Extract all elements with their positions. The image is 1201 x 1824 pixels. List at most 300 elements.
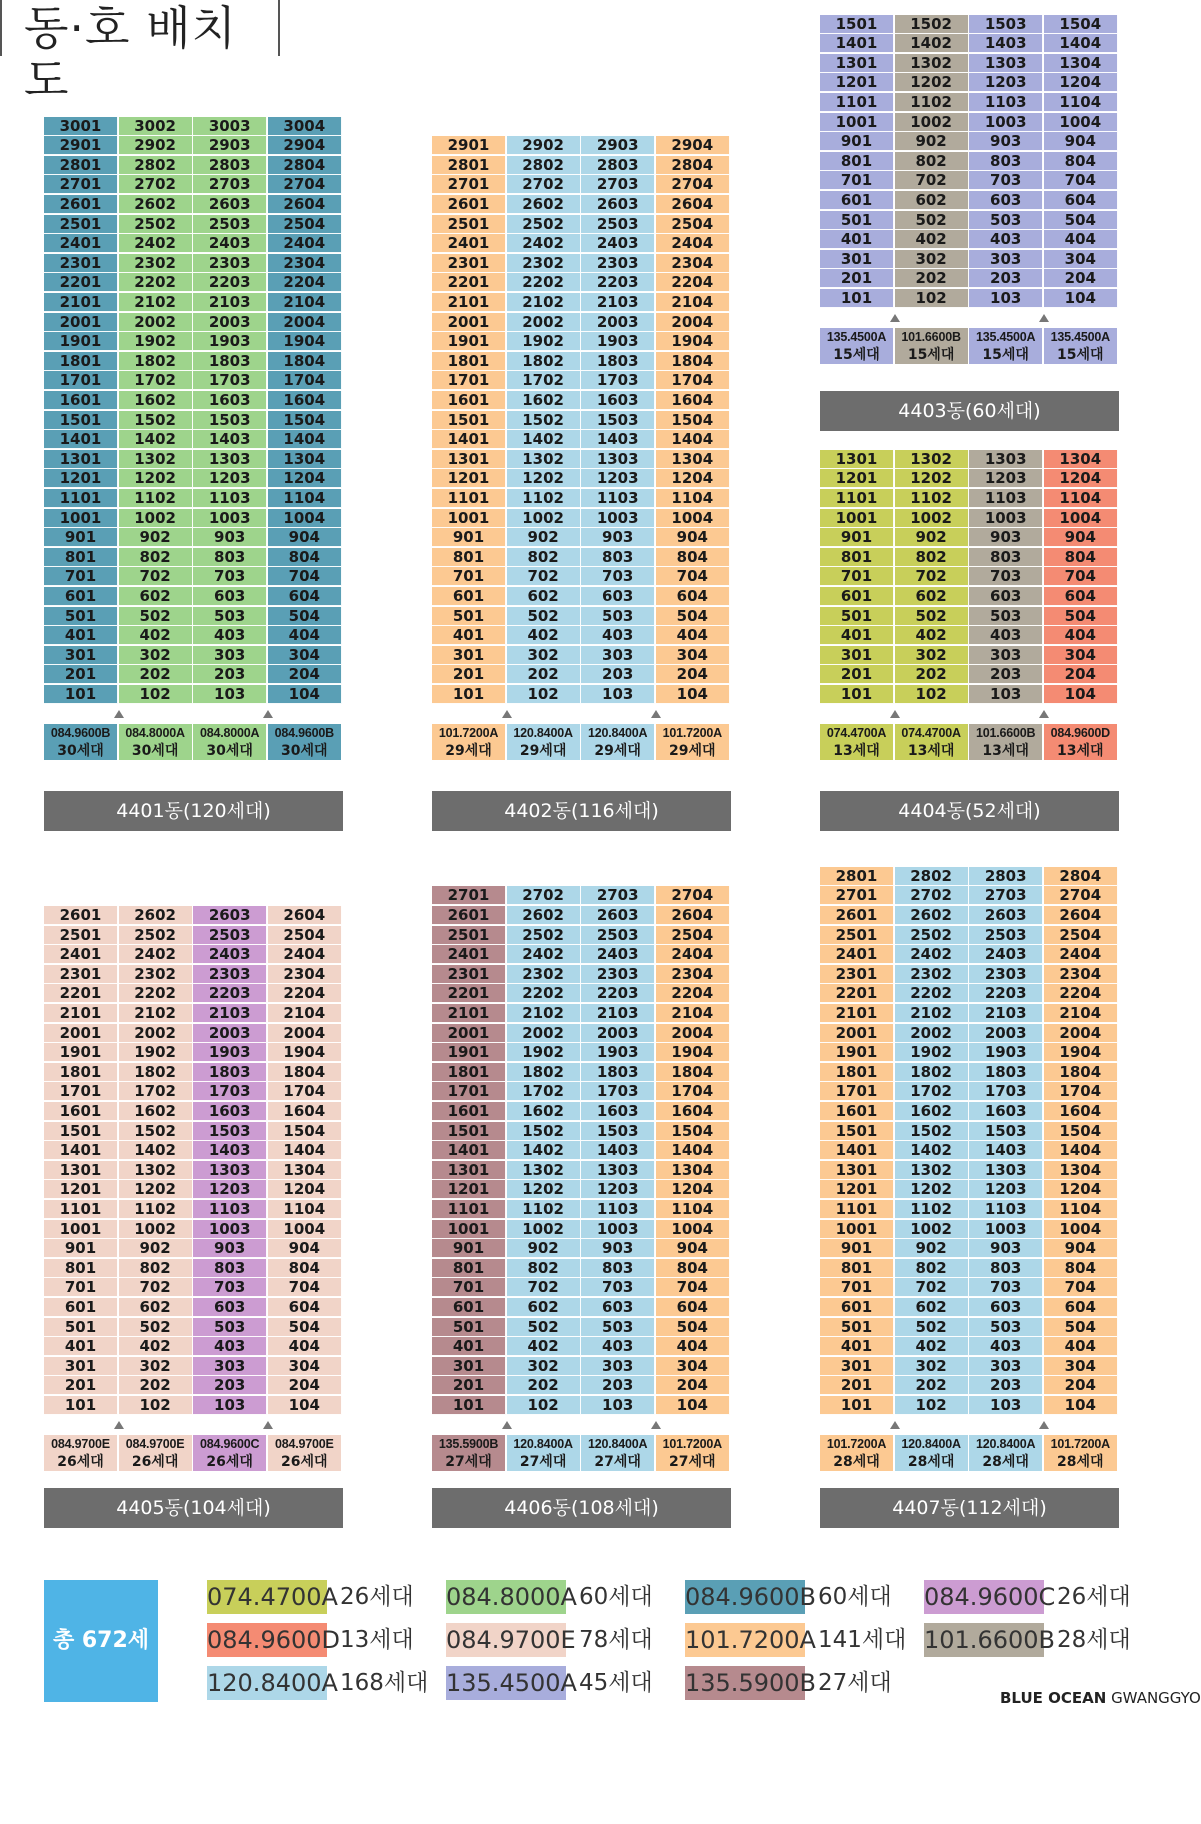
unit-cell: 2104: [656, 293, 730, 312]
legend-type-swatch: 120.8400A: [207, 1666, 327, 1700]
entrance-marker-icon: [890, 1421, 900, 1429]
unit-cell: 302: [507, 646, 581, 665]
unit-cell: 701: [820, 1278, 894, 1297]
unit-cell: 2501: [44, 926, 118, 945]
unit-cell: 503: [581, 607, 655, 626]
unit-cell: 702: [507, 567, 581, 586]
unit-cell: 1504: [1044, 15, 1118, 34]
unit-cell: 903: [581, 1239, 655, 1258]
unit-cell: 804: [1044, 1259, 1118, 1278]
unit-cell: 101: [44, 1396, 118, 1415]
unit-cell: 604: [268, 1298, 342, 1317]
unit-cell: 202: [119, 665, 193, 684]
unit-cell: 303: [969, 1357, 1043, 1376]
unit-cell: 1302: [895, 1161, 969, 1180]
unit-type-label: 101.7200A: [656, 1435, 730, 1453]
unit-cell: 104: [268, 1396, 342, 1415]
unit-cell: 1402: [119, 1141, 193, 1160]
unit-cell: 902: [119, 1239, 193, 1258]
unit-cell: 1203: [193, 469, 267, 488]
unit-cell: 1003: [581, 509, 655, 528]
unit-cell: 2604: [656, 906, 730, 925]
unit-cell: 1704: [656, 1082, 730, 1101]
unit-cell: 1703: [581, 371, 655, 390]
unit-cell: 1101: [820, 489, 894, 508]
unit-cell: 2102: [507, 293, 581, 312]
household-count-label: 30세대: [268, 742, 342, 760]
unit-cell: 1402: [895, 34, 969, 53]
unit-cell: 1102: [895, 489, 969, 508]
unit-cell: 2603: [969, 906, 1043, 925]
unit-cell: 2301: [44, 254, 118, 273]
unit-cell: 1402: [119, 430, 193, 449]
household-count-label: 13세대: [969, 742, 1043, 760]
unit-cell: 902: [895, 528, 969, 547]
unit-cell: 3002: [119, 117, 193, 136]
unit-cell: 204: [1044, 1376, 1118, 1395]
unit-cell: 801: [44, 1259, 118, 1278]
legend-type-swatch: 084.9700E: [446, 1623, 566, 1657]
unit-cell: 602: [895, 587, 969, 606]
unit-cell: 401: [820, 626, 894, 645]
unit-cell: 102: [895, 289, 969, 308]
unit-cell: 502: [895, 607, 969, 626]
unit-cell: 302: [507, 1357, 581, 1376]
unit-cell: 402: [507, 1337, 581, 1356]
unit-cell: 2004: [1044, 1024, 1118, 1043]
unit-cell: 401: [820, 1337, 894, 1356]
unit-cell: 1601: [44, 1102, 118, 1121]
unit-cell: 1901: [820, 1043, 894, 1062]
unit-cell: 2304: [268, 254, 342, 273]
unit-cell: 2303: [969, 965, 1043, 984]
unit-cell: 302: [895, 646, 969, 665]
unit-cell: 1504: [268, 411, 342, 430]
unit-cell: 303: [581, 646, 655, 665]
brand-logo: [1000, 1689, 1201, 1707]
unit-cell: 2502: [507, 926, 581, 945]
unit-cell: 201: [820, 665, 894, 684]
unit-cell: 103: [581, 1396, 655, 1415]
unit-cell: 903: [969, 528, 1043, 547]
unit-cell: 1803: [193, 352, 267, 371]
building-name-label: 4406동(108세대): [432, 1488, 731, 1528]
unit-cell: 102: [119, 1396, 193, 1415]
unit-cell: 2001: [432, 313, 506, 332]
unit-cell: 1004: [656, 509, 730, 528]
unit-cell: 1101: [44, 1200, 118, 1219]
unit-cell: 803: [193, 548, 267, 567]
unit-cell: 203: [969, 1376, 1043, 1395]
unit-cell: 102: [895, 685, 969, 704]
unit-cell: 1204: [1044, 1180, 1118, 1199]
unit-cell: 2001: [820, 1024, 894, 1043]
unit-cell: 1302: [507, 450, 581, 469]
unit-cell: 803: [581, 548, 655, 567]
building-name-label: 4401동(120세대): [44, 791, 343, 831]
unit-cell: 703: [969, 171, 1043, 190]
unit-cell: 1604: [656, 1102, 730, 1121]
household-count-label: 26세대: [44, 1453, 118, 1471]
unit-cell: 2502: [895, 926, 969, 945]
unit-cell: 1601: [820, 1102, 894, 1121]
unit-type-label: 135.5900B: [432, 1435, 506, 1453]
unit-cell: 204: [268, 1376, 342, 1395]
unit-cell: 2703: [581, 175, 655, 194]
unit-cell: 2404: [268, 945, 342, 964]
legend-count: 28세대: [1057, 1627, 1131, 1653]
unit-cell: 1201: [432, 1180, 506, 1199]
unit-cell: 2602: [507, 195, 581, 214]
unit-cell: 2103: [969, 1004, 1043, 1023]
unit-cell: 2601: [432, 195, 506, 214]
unit-cell: 202: [895, 665, 969, 684]
unit-cell: 1003: [193, 509, 267, 528]
unit-cell: 403: [193, 626, 267, 645]
entrance-marker-icon: [263, 710, 273, 718]
unit-cell: 2502: [119, 215, 193, 234]
unit-type-label: 074.4700A: [895, 724, 969, 742]
unit-cell: 402: [895, 1337, 969, 1356]
unit-cell: 2302: [507, 965, 581, 984]
unit-type-label: 120.8400A: [581, 1435, 655, 1453]
unit-cell: 1301: [44, 450, 118, 469]
unit-cell: 1801: [432, 1063, 506, 1082]
unit-cell: 1901: [432, 1043, 506, 1062]
unit-cell: 2702: [895, 886, 969, 905]
unit-cell: 1103: [581, 489, 655, 508]
unit-cell: 102: [119, 685, 193, 704]
unit-cell: 603: [969, 587, 1043, 606]
unit-cell: 1503: [193, 411, 267, 430]
unit-type-label: 101.6600B: [969, 724, 1043, 742]
unit-cell: 601: [432, 587, 506, 606]
unit-cell: 1304: [656, 450, 730, 469]
unit-cell: 1703: [581, 1082, 655, 1101]
unit-cell: 704: [1044, 171, 1118, 190]
unit-cell: 702: [895, 171, 969, 190]
unit-cell: 304: [268, 1357, 342, 1376]
entrance-marker-icon: [890, 314, 900, 322]
unit-cell: 102: [507, 685, 581, 704]
unit-cell: 2404: [268, 234, 342, 253]
unit-cell: 1604: [656, 391, 730, 410]
unit-cell: 2402: [895, 945, 969, 964]
unit-cell: 101: [820, 1396, 894, 1415]
unit-cell: 2102: [119, 1004, 193, 1023]
unit-cell: 1302: [895, 54, 969, 73]
unit-cell: 1602: [119, 1102, 193, 1121]
unit-cell: 303: [581, 1357, 655, 1376]
unit-cell: 2702: [507, 886, 581, 905]
unit-cell: 2404: [656, 945, 730, 964]
unit-cell: 1304: [1044, 54, 1118, 73]
unit-cell: 2903: [193, 136, 267, 155]
unit-cell: 203: [969, 665, 1043, 684]
unit-cell: 2204: [268, 273, 342, 292]
household-count-label: 29세대: [432, 742, 506, 760]
unit-cell: 502: [507, 607, 581, 626]
unit-cell: 2604: [268, 906, 342, 925]
unit-cell: 1201: [820, 469, 894, 488]
unit-cell: 704: [268, 567, 342, 586]
unit-cell: 1503: [969, 15, 1043, 34]
unit-cell: 1001: [44, 509, 118, 528]
unit-cell: 1202: [119, 1180, 193, 1199]
unit-cell: 1701: [44, 1082, 118, 1101]
unit-cell: 403: [581, 1337, 655, 1356]
legend-type-swatch: 101.6600B: [924, 1623, 1044, 1657]
unit-cell: 503: [193, 607, 267, 626]
unit-cell: 901: [432, 528, 506, 547]
unit-cell: 803: [969, 1259, 1043, 1278]
unit-cell: 1603: [193, 1102, 267, 1121]
unit-cell: 2101: [44, 1004, 118, 1023]
unit-cell: 801: [432, 1259, 506, 1278]
unit-cell: 2403: [193, 234, 267, 253]
unit-cell: 903: [193, 528, 267, 547]
household-count-label: 27세대: [581, 1453, 655, 1471]
unit-cell: 103: [193, 1396, 267, 1415]
unit-cell: 804: [656, 1259, 730, 1278]
unit-cell: 2104: [268, 293, 342, 312]
unit-cell: 1003: [969, 113, 1043, 132]
unit-cell: 1903: [193, 332, 267, 351]
legend-type-swatch: 101.7200A: [685, 1623, 805, 1657]
unit-cell: 2201: [432, 273, 506, 292]
legend-type-swatch: 084.9600D: [207, 1623, 327, 1657]
unit-cell: 1302: [119, 1161, 193, 1180]
unit-cell: 2704: [656, 175, 730, 194]
unit-cell: 301: [44, 1357, 118, 1376]
unit-cell: 901: [820, 528, 894, 547]
unit-cell: 504: [268, 1318, 342, 1337]
unit-cell: 1002: [119, 1220, 193, 1239]
unit-cell: 401: [432, 626, 506, 645]
unit-cell: 2704: [268, 175, 342, 194]
unit-cell: 2702: [507, 175, 581, 194]
unit-cell: 803: [193, 1259, 267, 1278]
unit-cell: 2803: [969, 867, 1043, 886]
unit-cell: 1704: [268, 1082, 342, 1101]
unit-cell: 302: [119, 1357, 193, 1376]
unit-cell: 1702: [507, 1082, 581, 1101]
unit-cell: 2603: [581, 195, 655, 214]
unit-cell: 1401: [820, 34, 894, 53]
unit-cell: 2304: [656, 254, 730, 273]
unit-cell: 1901: [44, 1043, 118, 1062]
unit-cell: 1901: [44, 332, 118, 351]
household-count-label: 15세대: [820, 346, 894, 364]
unit-cell: 2304: [656, 965, 730, 984]
unit-cell: 904: [268, 528, 342, 547]
unit-cell: 1001: [820, 509, 894, 528]
unit-cell: 2201: [44, 273, 118, 292]
unit-cell: 802: [507, 1259, 581, 1278]
unit-cell: 1103: [969, 489, 1043, 508]
unit-cell: 503: [969, 211, 1043, 230]
legend-type-swatch: 074.4700A: [207, 1580, 327, 1614]
unit-cell: 1304: [656, 1161, 730, 1180]
unit-cell: 1601: [432, 391, 506, 410]
unit-cell: 2601: [432, 906, 506, 925]
unit-cell: 501: [432, 607, 506, 626]
unit-cell: 1403: [969, 34, 1043, 53]
unit-cell: 1402: [895, 1141, 969, 1160]
unit-cell: 2302: [119, 965, 193, 984]
unit-cell: 901: [432, 1239, 506, 1258]
unit-cell: 801: [432, 548, 506, 567]
unit-cell: 304: [1044, 250, 1118, 269]
unit-cell: 103: [581, 685, 655, 704]
unit-cell: 1304: [1044, 1161, 1118, 1180]
unit-cell: 1102: [507, 1200, 581, 1219]
unit-type-label: 135.4500A: [820, 328, 894, 346]
unit-cell: 1601: [44, 391, 118, 410]
unit-cell: 202: [119, 1376, 193, 1395]
unit-cell: 2801: [44, 156, 118, 175]
unit-cell: 702: [119, 1278, 193, 1297]
unit-cell: 1303: [581, 450, 655, 469]
unit-cell: 2104: [656, 1004, 730, 1023]
unit-cell: 1903: [581, 1043, 655, 1062]
unit-cell: 2801: [432, 156, 506, 175]
household-count-label: 15세대: [969, 346, 1043, 364]
unit-cell: 1804: [1044, 1063, 1118, 1082]
unit-cell: 2903: [581, 136, 655, 155]
unit-cell: 1803: [969, 1063, 1043, 1082]
unit-cell: 2501: [432, 215, 506, 234]
unit-cell: 2601: [44, 906, 118, 925]
entrance-marker-icon: [890, 710, 900, 718]
unit-cell: 2802: [895, 867, 969, 886]
unit-cell: 904: [1044, 1239, 1118, 1258]
unit-cell: 604: [656, 587, 730, 606]
unit-cell: 803: [969, 152, 1043, 171]
unit-cell: 504: [1044, 1318, 1118, 1337]
unit-cell: 903: [193, 1239, 267, 1258]
unit-cell: 1601: [432, 1102, 506, 1121]
unit-cell: 801: [820, 152, 894, 171]
unit-cell: 1802: [119, 1063, 193, 1082]
unit-cell: 1603: [969, 1102, 1043, 1121]
unit-cell: 1101: [820, 93, 894, 112]
unit-cell: 201: [432, 665, 506, 684]
unit-cell: 503: [969, 1318, 1043, 1337]
unit-cell: 2403: [581, 945, 655, 964]
unit-cell: 1401: [44, 430, 118, 449]
unit-cell: 2002: [119, 313, 193, 332]
unit-cell: 504: [656, 607, 730, 626]
unit-cell: 2602: [895, 906, 969, 925]
unit-cell: 2902: [507, 136, 581, 155]
unit-cell: 2501: [820, 926, 894, 945]
unit-cell: 1004: [1044, 1220, 1118, 1239]
unit-cell: 504: [1044, 211, 1118, 230]
unit-cell: 601: [44, 1298, 118, 1317]
unit-cell: 1802: [507, 1063, 581, 1082]
unit-cell: 1202: [507, 1180, 581, 1199]
unit-cell: 304: [656, 1357, 730, 1376]
unit-cell: 1102: [119, 1200, 193, 1219]
unit-cell: 1702: [895, 1082, 969, 1101]
unit-cell: 1303: [193, 1161, 267, 1180]
unit-cell: 902: [507, 528, 581, 547]
unit-cell: 1004: [268, 509, 342, 528]
unit-cell: 1603: [581, 1102, 655, 1121]
unit-cell: 1402: [507, 430, 581, 449]
unit-type-label: 084.8000A: [193, 724, 267, 742]
unit-cell: 3001: [44, 117, 118, 136]
unit-cell: 504: [656, 1318, 730, 1337]
unit-cell: 2503: [193, 215, 267, 234]
unit-cell: 1701: [820, 1082, 894, 1101]
unit-cell: 1101: [44, 489, 118, 508]
unit-cell: 104: [268, 685, 342, 704]
page-title-frame: [0, 0, 280, 107]
unit-cell: 501: [820, 1318, 894, 1337]
unit-cell: 1202: [895, 73, 969, 92]
unit-cell: 1501: [432, 411, 506, 430]
unit-cell: 2302: [119, 254, 193, 273]
unit-cell: 2602: [119, 906, 193, 925]
unit-type-label: 084.9600B: [268, 724, 342, 742]
legend-count: 78세대: [579, 1627, 653, 1653]
unit-cell: 1403: [581, 430, 655, 449]
unit-cell: 302: [895, 250, 969, 269]
unit-cell: 1502: [119, 1122, 193, 1141]
unit-type-label: 101.7200A: [656, 724, 730, 742]
unit-cell: 2203: [193, 273, 267, 292]
unit-cell: 2202: [507, 984, 581, 1003]
unit-cell: 401: [44, 626, 118, 645]
entrance-marker-icon: [114, 1421, 124, 1429]
unit-cell: 2002: [895, 1024, 969, 1043]
unit-cell: 804: [1044, 548, 1118, 567]
household-count-label: 29세대: [581, 742, 655, 760]
household-count-label: 30세대: [119, 742, 193, 760]
entrance-marker-icon: [1039, 1421, 1049, 1429]
unit-cell: 2103: [193, 1004, 267, 1023]
household-count-label: 28세대: [1044, 1453, 1118, 1471]
unit-cell: 2504: [1044, 926, 1118, 945]
unit-cell: 2401: [44, 945, 118, 964]
unit-cell: 901: [820, 1239, 894, 1258]
unit-cell: 1902: [119, 1043, 193, 1062]
unit-cell: 1003: [969, 1220, 1043, 1239]
unit-cell: 403: [969, 230, 1043, 249]
unit-cell: 2301: [432, 965, 506, 984]
unit-cell: 602: [507, 587, 581, 606]
unit-cell: 2603: [581, 906, 655, 925]
unit-cell: 1801: [432, 352, 506, 371]
unit-cell: 1501: [44, 411, 118, 430]
entrance-marker-icon: [263, 1421, 273, 1429]
unit-cell: 203: [581, 1376, 655, 1395]
unit-cell: 1002: [507, 1220, 581, 1239]
unit-type-label: 135.4500A: [1044, 328, 1118, 346]
unit-cell: 703: [581, 567, 655, 586]
unit-cell: 101: [432, 1396, 506, 1415]
unit-cell: 2701: [432, 886, 506, 905]
unit-cell: 203: [969, 269, 1043, 288]
unit-cell: 1002: [119, 509, 193, 528]
unit-cell: 2101: [44, 293, 118, 312]
unit-cell: 1202: [119, 469, 193, 488]
unit-cell: 2603: [193, 195, 267, 214]
unit-cell: 1803: [581, 1063, 655, 1082]
unit-cell: 1201: [44, 469, 118, 488]
